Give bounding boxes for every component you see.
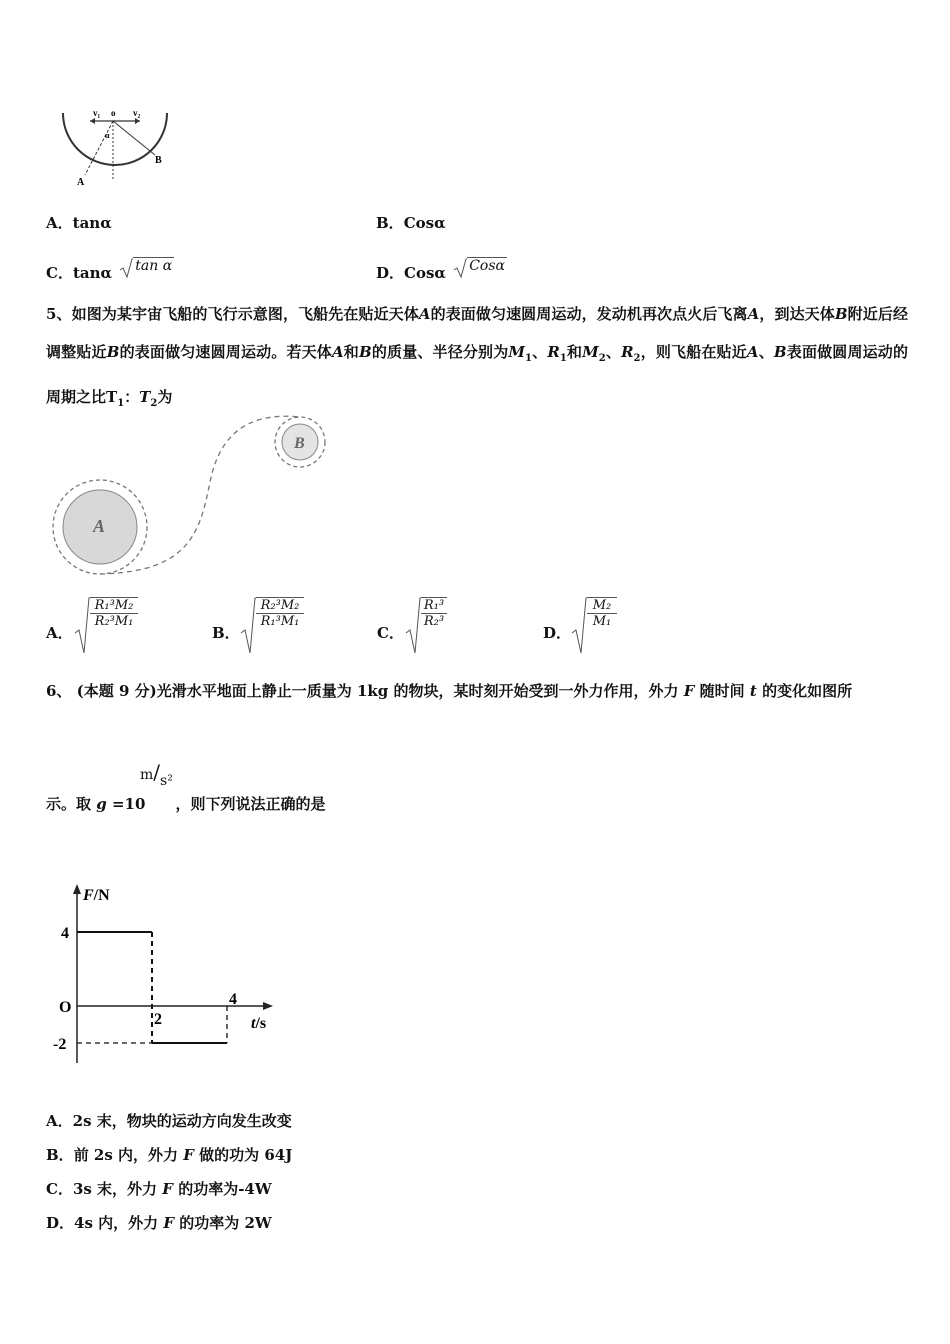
x-axis-arrow <box>263 1002 273 1010</box>
q4-fig-b: B <box>155 155 162 166</box>
option-letter: C． <box>46 1180 73 1198</box>
q5-label-a: A <box>93 516 106 536</box>
option-text: Cosα <box>403 214 446 232</box>
y-tick-label: -2 <box>53 1036 67 1053</box>
option-text: 2s 末，物块的运动方向发生改变 <box>72 1112 292 1130</box>
option-text: tanα <box>72 264 113 282</box>
option-letter: A． <box>46 214 73 232</box>
option-letter: B． <box>212 624 240 642</box>
q6-question-line1: 6、 (本题 9 分)光滑水平地面上静止一质量为 1kg 的物块，某时刻开始受到一外力作用，外力 F 随时间 t 的变化如图所 <box>46 682 853 700</box>
fraction: R₁³M₂ R₂³M₁ <box>90 597 138 629</box>
q4-fig-v1: v₁ <box>93 108 101 118</box>
q5-orbit-figure <box>50 412 340 577</box>
q4-fig-alpha: α <box>105 131 110 140</box>
fraction: R₂³M₂ R₁³M₁ <box>256 597 304 629</box>
q6-question-line2: 示。取 g =10 ，则下列说法正确的是 <box>46 795 326 813</box>
q4-option-d[interactable] <box>376 258 507 283</box>
option-letter: D． <box>46 1214 75 1232</box>
y-tick-label: 4 <box>61 925 69 942</box>
q4-option-a[interactable] <box>46 212 112 233</box>
option-letter: C． <box>46 264 73 282</box>
q4-c-radicand: tan α <box>135 258 173 274</box>
sqrt-sign <box>240 597 256 655</box>
q4-d-radicand: Cosα <box>469 258 505 274</box>
q6-option-b[interactable]: B．前 2s 内，外力 F 做的功为 64J <box>46 1146 293 1164</box>
sqrt-sign <box>453 258 467 280</box>
q4-fig-a: A <box>77 177 85 188</box>
option-letter: B． <box>46 1146 74 1164</box>
q4-fig-o: o <box>111 108 116 118</box>
option-letter: D． <box>376 264 405 282</box>
option-text: Cosα <box>404 264 446 282</box>
fraction: M₂ M₁ <box>587 597 617 629</box>
option-text: tanα <box>72 214 112 232</box>
x-tick-label: 4 <box>229 991 237 1008</box>
option-letter: A． <box>46 624 73 642</box>
q4-option-b[interactable] <box>376 212 446 233</box>
q4-fig-v2: v₂ <box>133 108 141 118</box>
q6-option-d[interactable]: D．4s 内，外力 F 的功率为 2W <box>46 1214 272 1232</box>
q6-option-c[interactable]: C．3s 末，外力 F 的功率为-4W <box>46 1180 272 1198</box>
q4-bowl-figure <box>55 105 175 190</box>
option-letter: C． <box>377 624 404 642</box>
option-letter: D． <box>543 624 572 642</box>
sqrt-sign <box>119 258 133 280</box>
fraction: R₁³ R₂³ <box>421 597 447 629</box>
sqrt-sign <box>571 597 587 655</box>
option-letter: A． <box>46 1112 73 1130</box>
x-axis-label: t/s <box>251 1015 267 1032</box>
y-axis-label: F/N <box>83 887 110 904</box>
q5-question-text: 5、如图为某宇宙飞船的飞行示意图，飞船先在贴近天体A的表面做匀速圆周运动，发动机再次点火后飞离A，到达天体B附近后经调整贴近B的表面做匀速圆周运动。若天体A和B的质量、半径分别为$M_1$、$R_1$和$M_2$、$R_2$，则飞船在贴近A、B表面做圆周运动的周期之比$T_1$：$T_2$为 <box>46 305 908 409</box>
x-tick-label: 2 <box>154 1011 162 1028</box>
q5-label-b: B <box>294 435 305 452</box>
q4-option-c[interactable] <box>46 258 174 283</box>
option-letter: B． <box>376 214 404 232</box>
y-axis-arrow <box>73 884 81 894</box>
sqrt-sign <box>74 597 90 655</box>
sqrt-sign <box>405 597 421 655</box>
q6-force-chart <box>45 880 315 1070</box>
y-tick-label: O <box>59 999 72 1016</box>
q6-option-a[interactable] <box>46 1110 292 1131</box>
q6-unit: m/s² <box>140 760 173 789</box>
